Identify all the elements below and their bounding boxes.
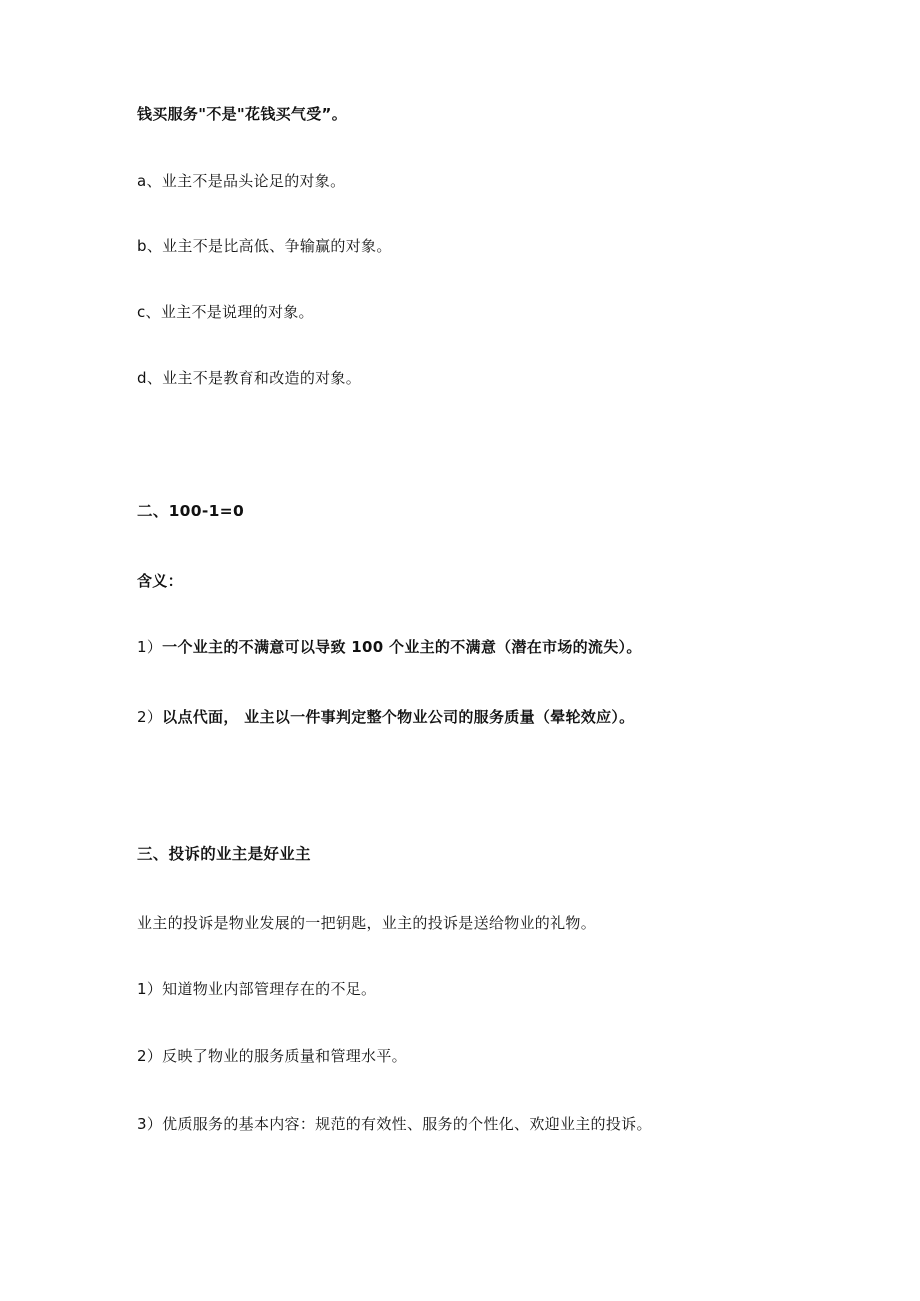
list-item [137,707,634,727]
section2-heading: 二、100-1=0 [137,502,245,520]
section3-heading: 三、投诉的业主是好业主 [137,845,311,863]
list-item: c、业主不是说理的对象。 [137,303,314,321]
point-text: 一个业主的不满意可以导致 100 个业主的不满意（潜在市场的流失）。 [162,638,642,656]
list-item: a、业主不是品头论足的对象。 [137,172,346,190]
list-item: b、业主不是比高低、争输赢的对象。 [137,237,392,255]
point-number: 1） [137,638,163,656]
point-number: 2） [137,708,163,726]
list-item: 3）优质服务的基本内容：规范的有效性、服务的个性化、欢迎业主的投诉。 [137,1115,652,1133]
point-text: 以点代面， 业主以一件事判定整个物业公司的服务质量（晕轮效应）。 [162,708,635,726]
list-item: d、业主不是教育和改造的对象。 [137,369,362,387]
list-item: 2）反映了物业的服务质量和管理水平。 [137,1047,407,1065]
meaning-label: 含义： [137,572,183,590]
section1-intro: 钱买服务"不是"花钱买气受”。 [137,105,347,123]
section3-intro: 业主的投诉是物业发展的一把钥匙，业主的投诉是送给物业的礼物。 [137,914,597,932]
list-item: 1）知道物业内部管理存在的不足。 [137,980,377,998]
list-item [137,637,642,657]
